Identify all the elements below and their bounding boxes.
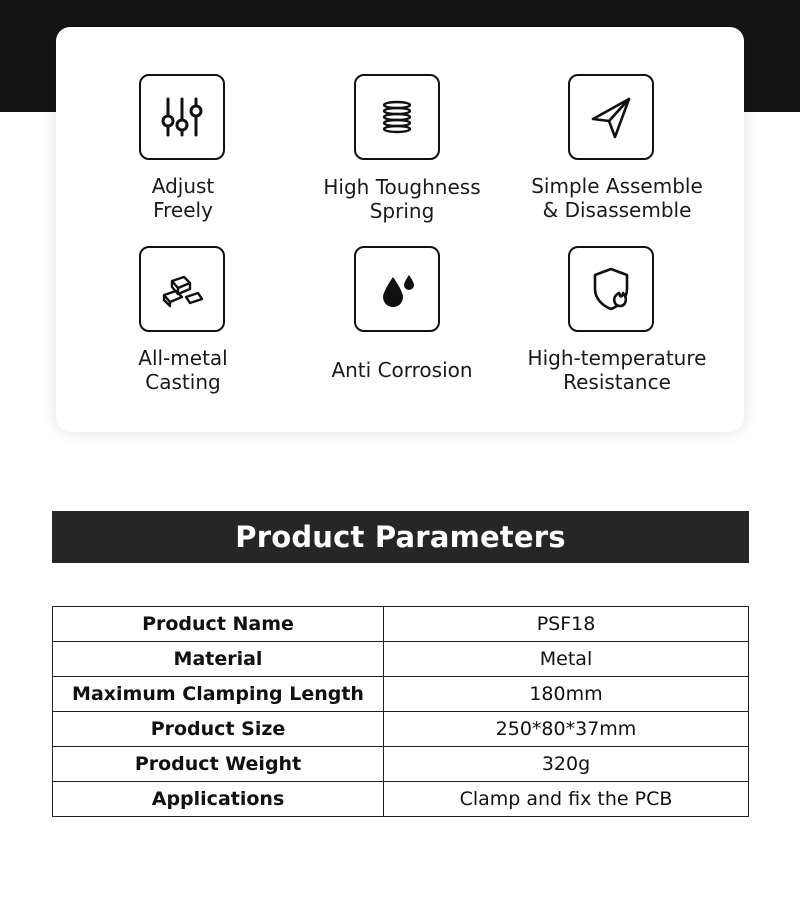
table-row: [53, 747, 749, 782]
feature-label-spring: High Toughness Spring: [323, 175, 481, 223]
table-row: [53, 607, 749, 642]
param-key: Material: [53, 642, 384, 677]
water-drops-icon: [354, 246, 440, 332]
param-value: Clamp and fix the PCB: [384, 782, 749, 817]
table-row: [53, 712, 749, 747]
feature-label-corrosion: Anti Corrosion: [331, 358, 473, 382]
parameters-table: [52, 606, 749, 817]
param-key: Applications: [53, 782, 384, 817]
param-key: Product Name: [53, 607, 384, 642]
param-key: Product Weight: [53, 747, 384, 782]
param-value: PSF18: [384, 607, 749, 642]
table-row: [53, 782, 749, 817]
param-value: 320g: [384, 747, 749, 782]
table-row: [53, 642, 749, 677]
feature-label-adjust: Adjust Freely: [151, 174, 215, 222]
shield-fire-icon: [568, 246, 654, 332]
param-value: 250*80*37mm: [384, 712, 749, 747]
features-card: [56, 27, 744, 432]
feature-label-casting: All-metal Casting: [138, 346, 228, 394]
feature-label-temperature: High-temperature Resistance: [527, 346, 707, 394]
spring-icon: [354, 74, 440, 160]
sliders-icon: [139, 74, 225, 160]
param-value: Metal: [384, 642, 749, 677]
param-value: 180mm: [384, 677, 749, 712]
table-row: [53, 677, 749, 712]
param-key: Product Size: [53, 712, 384, 747]
paper-plane-icon: [568, 74, 654, 160]
metal-ingots-icon: [139, 246, 225, 332]
section-title: Product Parameters: [52, 511, 749, 563]
feature-label-assemble: Simple Assemble & Disassemble: [531, 174, 703, 222]
param-key: Maximum Clamping Length: [53, 677, 384, 712]
